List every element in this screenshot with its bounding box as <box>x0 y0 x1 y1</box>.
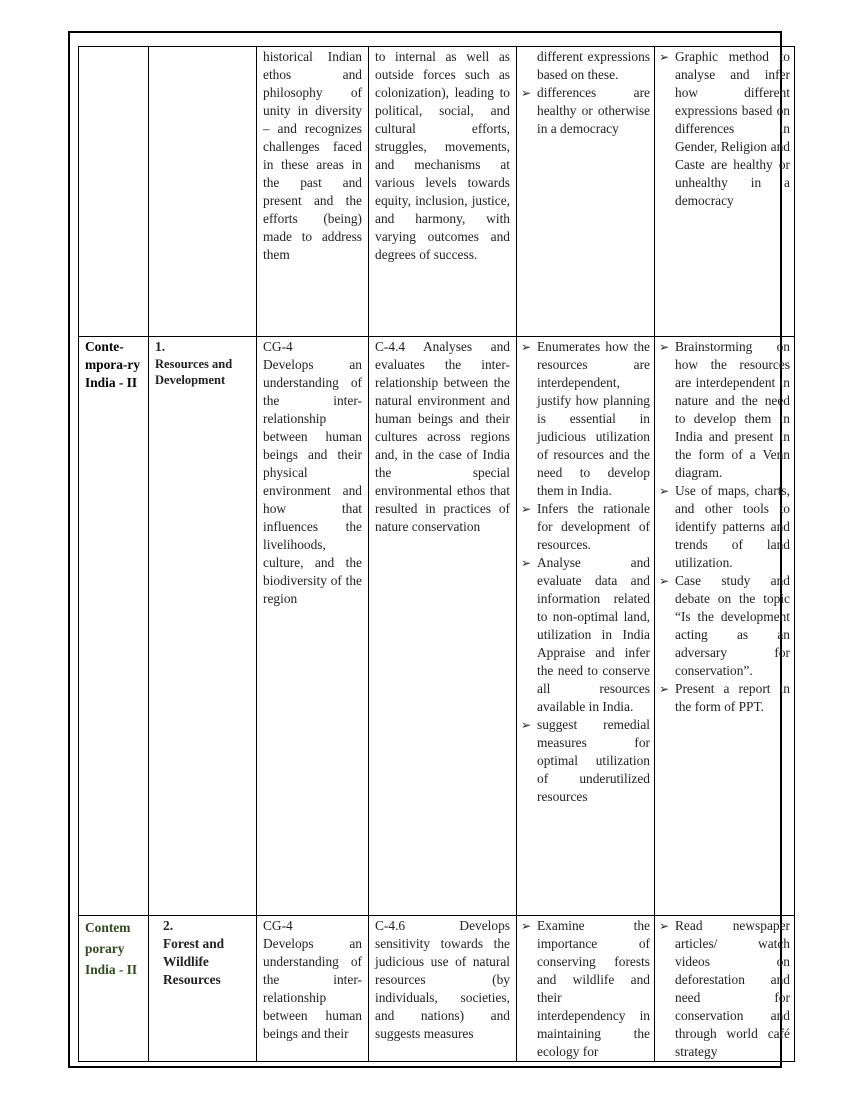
goal-text: Develops an understanding of the inter-relationship between human beings and their physical environment and how that influences the livelihoods, culture, and the biodiversity of the region <box>263 357 362 606</box>
chapter-title: Forest and Wildlife Resources <box>163 936 225 987</box>
list-item: ➢ Case study and debate on the topic “Is the development acting as an adversary for conservation”. <box>659 573 790 678</box>
goal-text: Develops an understanding of the inter-relationship between human beings and their <box>263 936 362 1041</box>
unit-cell <box>79 337 149 916</box>
arrow-bullet-icon: ➢ <box>659 50 670 64</box>
arrow-bullet-icon: ➢ <box>659 919 670 933</box>
list-item: ➢ Use of maps, charts, and other tools to identify patterns and trends of land utilization. <box>659 483 790 570</box>
outcome-continuation: different expressions based on these. <box>537 49 650 82</box>
competency-cell: C-4.4 Analyses and evaluates the inter-relationship between the natural environment and human beings and their cultures across regions and, in the case of India the special environmental ethos that resulted in practices of nature conservation <box>369 337 517 916</box>
arrow-bullet-icon: ➢ <box>659 574 670 588</box>
list-item: ➢ Read newspaper articles/ watch videos on deforestation and need for conservation and through world café strategy <box>659 918 790 1059</box>
table-row <box>79 916 795 1062</box>
unit-title: Conte-mpora-ry India - II <box>85 339 141 390</box>
pedagogy-cell <box>655 47 795 337</box>
learning-outcomes-cell <box>517 47 655 337</box>
learning-outcomes-cell <box>517 916 655 1062</box>
arrow-bullet-icon: ➢ <box>521 86 532 100</box>
unit-cell <box>79 47 149 337</box>
competency-cell: to internal as well as outside forces such as colonization), leading to political, social, and cultural efforts, struggles, movements, and mechanisms at various levels towards equity, inclusion, justice, and harmony, with varying outcomes and degrees of success. <box>369 47 517 337</box>
chapter-title: Resources and Development <box>155 357 233 387</box>
chapter-cell <box>149 337 257 916</box>
chapter-number: 1. <box>155 339 166 354</box>
arrow-bullet-icon: ➢ <box>659 484 670 498</box>
list-item: ➢ differences are healthy or otherwise in a democracy <box>521 85 650 136</box>
unit-cell <box>79 916 149 1062</box>
pedagogy-cell <box>655 916 795 1062</box>
curricular-goal-cell: historical Indian ethos and philosophy of unity in diversity – and recognizes challenges faced in these areas in the past and present and the efforts (being) made to address them <box>257 47 369 337</box>
unit-title: Contem porary India - II <box>85 920 138 977</box>
table-row <box>79 337 795 916</box>
curricular-goal-cell <box>257 337 369 916</box>
list-item: ➢ Examine the importance of conserving forests and wildlife and their interdependency in maintaining the ecology for <box>521 918 650 1059</box>
list-item: ➢ Graphic method to analyse and infer how different expressions based on differences in Gender, Religion and Caste are healthy or unhealthy in a democracy <box>659 49 790 208</box>
chapter-cell <box>149 47 257 337</box>
curriculum-table <box>78 46 795 1062</box>
arrow-bullet-icon: ➢ <box>521 919 532 933</box>
arrow-bullet-icon: ➢ <box>521 340 532 354</box>
pedagogy-cell <box>655 337 795 916</box>
list-item: ➢ suggest remedial measures for optimal utilization of underutilized resources <box>521 717 650 804</box>
list-item: ➢ Enumerates how the resources are interdependent, justify how planning is essential in judicious utilization of resources and the need to develop them in India. <box>521 339 650 498</box>
arrow-bullet-icon: ➢ <box>659 682 670 696</box>
arrow-bullet-icon: ➢ <box>521 718 532 732</box>
arrow-bullet-icon: ➢ <box>521 556 532 570</box>
table-row <box>79 47 795 337</box>
competency-cell: C-4.6 Develops sensitivity towards the judicious use of natural resources (by individuals, societies, and nations) and suggests measures <box>369 916 517 1062</box>
list-item: ➢ Analyse and evaluate data and information related to non-optimal land, utilization in India Appraise and infer the need to conserve all resources available in India. <box>521 555 650 714</box>
arrow-bullet-icon: ➢ <box>659 340 670 354</box>
goal-code: CG-4 <box>263 918 293 933</box>
list-item: ➢ Infers the rationale for development of resources. <box>521 501 650 552</box>
chapter-cell <box>149 916 257 1062</box>
chapter-number: 2. <box>163 918 174 933</box>
arrow-bullet-icon: ➢ <box>521 502 532 516</box>
goal-code: CG-4 <box>263 339 293 354</box>
learning-outcomes-cell <box>517 337 655 916</box>
list-item: ➢ Brainstorming on how the resources are interdependent in nature and the need to develop them in India and present in the form of a Venn diagram. <box>659 339 790 480</box>
list-item: ➢ Present a report in the form of PPT. <box>659 681 790 714</box>
curricular-goal-cell <box>257 916 369 1062</box>
